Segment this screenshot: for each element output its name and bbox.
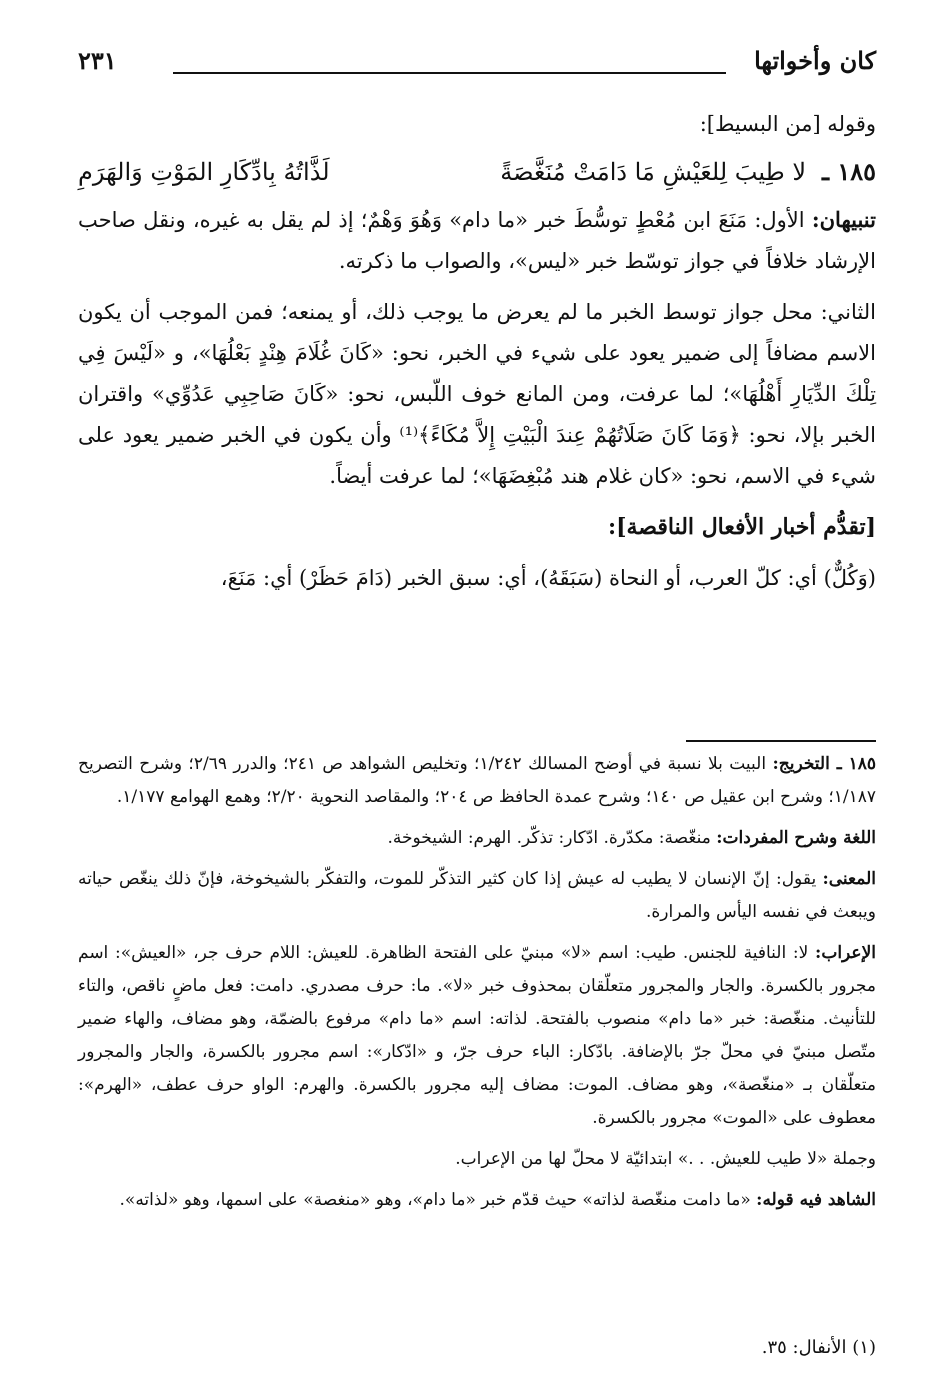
quran-reference-note: (١) الأنفال: ٣٥.: [761, 1337, 876, 1358]
poetry-verse: [78, 145, 876, 199]
takhrij-text: البيت بلا نسبة في أوضح المسالك ١/٢٤٢؛ وتخليص الشواهد ص ٢٤١؛ والدرر ٢/٦٩؛ وشرح التصريح ١/١٨٧؛ وشرح ابن عقيل ص ١٤٠؛ وشرح عمدة الحافظ ص ٢٠٤؛ والمقاصد النحوية ٢/٢٠؛ وهمع الهوامع ١/١٧٧.: [78, 754, 876, 807]
lugha-label: اللغة وشرح المفردات:: [716, 828, 876, 848]
footnote-jumla: وجملة «لا طيب للعيش. . .» ابتدائيّة لا محلّ لها من الإعراب.: [455, 1149, 876, 1169]
lugha-text: منغّصة: مكدّرة. ادّكار: تذكّر. الهرم: الشيخوخة.: [387, 828, 711, 848]
footnote-rule: [686, 740, 876, 742]
tanbihan-label: تنبيهان:: [811, 207, 876, 232]
section-paragraph: (وَكُلٌّ) أي: كلّ العرب، أو النحاة (سَبَقَهُ)، أي: سبق الخبر (دَامَ حَظَرْ) أي: مَنَعَ،: [220, 566, 876, 590]
running-header: [78, 42, 876, 82]
page-number: ٢٣١: [78, 46, 117, 75]
second-point-paragraph: الثاني: محل جواز توسط الخبر ما لم يعرض ما يوجب ذلك، أو يمنعه؛ فمن الموجب أن يكون الاسم مضافاً إلى ضمير يعود على شيء في الخبر، نحو: «كَانَ غُلَامَ هِنْدٍ بَعْلُهَا»، و «لَيْسَ فِي تِلْكَ الدِّيَارِ أَهْلُهَا»؛ لما عرفت، ومن المانع خوف اللّبس، نحو: «كَانَ صَاحِبِي عَدُوِّي» واقتران الخبر بإلا، نحو: ﴿وَمَا كَانَ صَلَاتُهُمْ عِندَ الْبَيْتِ إِلاَّ مُكَاءً﴾⁽¹⁾ وأن يكون في الخبر ضمير يعود على شيء في الاسم، نحو: «كان غلام هند مُبْغِضَهَا»؛ لما عرفت أيضاً.: [78, 300, 876, 488]
irab-label: الإعراب:: [815, 943, 876, 963]
maana-label: المعنى:: [822, 869, 876, 889]
main-text: [78, 104, 876, 599]
footnote-irab: [78, 937, 876, 1135]
book-page: [78, 32, 876, 1369]
maana-text: يقول: إنّ الإنسان لا يطيب له عيش إذا كان كثير التذكّر للموت، والتفكّر بالشيخوخة، فإنّ ذلك ينغّص حياته ويبعث في نفسه اليأس والمرارة.: [78, 869, 876, 922]
takhrij-label: ١٨٥ ـ التخريج:: [772, 754, 877, 774]
footnotes: [78, 748, 876, 1225]
shahid-text: «ما دامت منغّصة لذاته» حيث قدّم خبر «ما دام»، وهو «منغصة» على اسمها، وهو «لذاته».: [119, 1190, 751, 1210]
header-rule: [173, 72, 726, 74]
shahid-label: الشاهد فيه قوله:: [756, 1190, 876, 1210]
tanbihan-text: الأول: مَنَعَ ابن مُعْطٍ توسُّطَ خبر «ما دام» وَهُوَ وَهْمٌ؛ إذ لم يقل به غيره، ونقل صاحب الإرشاد خلافاً في جواز توسّط خبر «ليس»، والصواب ما ذكرته.: [78, 208, 876, 273]
footnote-shahid: [78, 1184, 876, 1217]
verse-intro: وقوله [من البسيط]:: [699, 112, 876, 136]
footnote-maana: [78, 863, 876, 929]
tanbihan-paragraph: [78, 199, 876, 282]
irab-text: لا: النافية للجنس. طيب: اسم «لا» مبنيّ على الفتحة الظاهرة. للعيش: اللام حرف جر، «العيش»: اسم مجرور بالكسرة. والجار والمجرور متعلّقان بمحذوف خبر «لا». ما: حرف مصدري. دامت: فعل ماضٍ ناقص، والتاء للتأنيث. منغّصة: خبر «ما دام» منصوب بالفتحة. لذاته: اسم «ما دام» مرفوع بالضمّة، وهو مضاف، والهاء ضمير متّصل مبنيّ في محلّ جرّ بالإضافة. بادّكار: الباء حرف جرّ، و «ادّكار»: اسم مجرور بالكسرة، والجار والمجرور متعلّقان بـ «منغّصة»، وهو مضاف. الموت: مضاف إليه مجرور بالكسرة. والهرم: الواو حرف عطف، «الهرم»: معطوف على «الموت» مجرور بالكسرة.: [78, 943, 876, 1128]
footnote-takhrij: [78, 748, 876, 814]
footnote-lugha: [78, 822, 876, 855]
verse-first-hemistich: لا طِيبَ لِلعَيْشِ مَا دَامَتْ مُنَغَّصَةً: [500, 158, 806, 186]
section-heading: [تقدُّم أخبار الأفعال الناقصة]:: [607, 514, 876, 540]
verse-second-hemistich: لَذَّاتُهُ بِادِّكَارِ المَوْتِ وَالهَرَمِ: [78, 158, 330, 186]
verse-number: ١٨٥ ـ: [821, 157, 876, 186]
chapter-title: كان وأخواتها: [754, 46, 876, 75]
